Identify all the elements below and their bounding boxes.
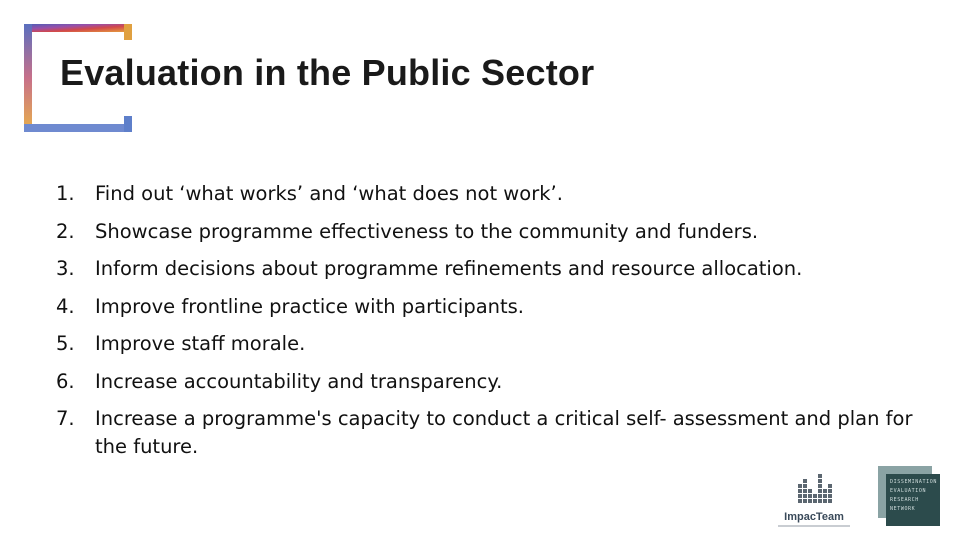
list-item-number: 5.	[56, 332, 75, 355]
list-item	[56, 293, 946, 321]
list-item-text: Find out ‘what works’ and ‘what does not work’.	[95, 182, 563, 205]
list-item-number: 2.	[56, 219, 75, 243]
list-item-text: Increase accountability and transparency.	[95, 369, 503, 393]
list-item-number: 3.	[56, 257, 75, 280]
impacteam-logo-text: ImpacTeam	[784, 511, 844, 523]
list-item	[56, 368, 946, 396]
list-item	[56, 218, 946, 246]
list-item	[56, 255, 946, 283]
list-item-number: 1.	[56, 182, 75, 205]
list-item-number: 6.	[56, 369, 75, 393]
network-logo-line: NETWORK	[890, 506, 916, 512]
impacteam-logo	[778, 470, 850, 530]
list-item-number: 4.	[56, 294, 75, 318]
network-logo	[878, 466, 940, 526]
list-item	[56, 180, 946, 208]
list-item	[56, 330, 946, 358]
list-item-text: Improve frontline practice with participants.	[95, 294, 525, 318]
evaluation-purposes-list	[56, 180, 946, 471]
network-logo-line: DISSEMINATION	[890, 479, 937, 485]
network-logo-line: RESEARCH	[890, 497, 919, 503]
list-item-text: Increase a programme's capacity to conduct a critical self- assessment and plan for the future.	[95, 407, 913, 458]
list-item-number: 7.	[56, 407, 75, 430]
list-item-text: Inform decisions about programme refinements and resource allocation.	[95, 257, 803, 280]
page-title: Evaluation in the Public Sector	[60, 52, 595, 93]
impacteam-tagline-rule	[778, 525, 850, 527]
impacteam-bars-icon	[778, 470, 850, 510]
network-logo-text	[890, 478, 936, 514]
list-item-text: Improve staff morale.	[95, 332, 306, 355]
list-item	[56, 405, 946, 461]
network-logo-line: EVALUATION	[890, 488, 927, 494]
list-item-text: Showcase programme effectiveness to the community and funders.	[95, 219, 759, 243]
